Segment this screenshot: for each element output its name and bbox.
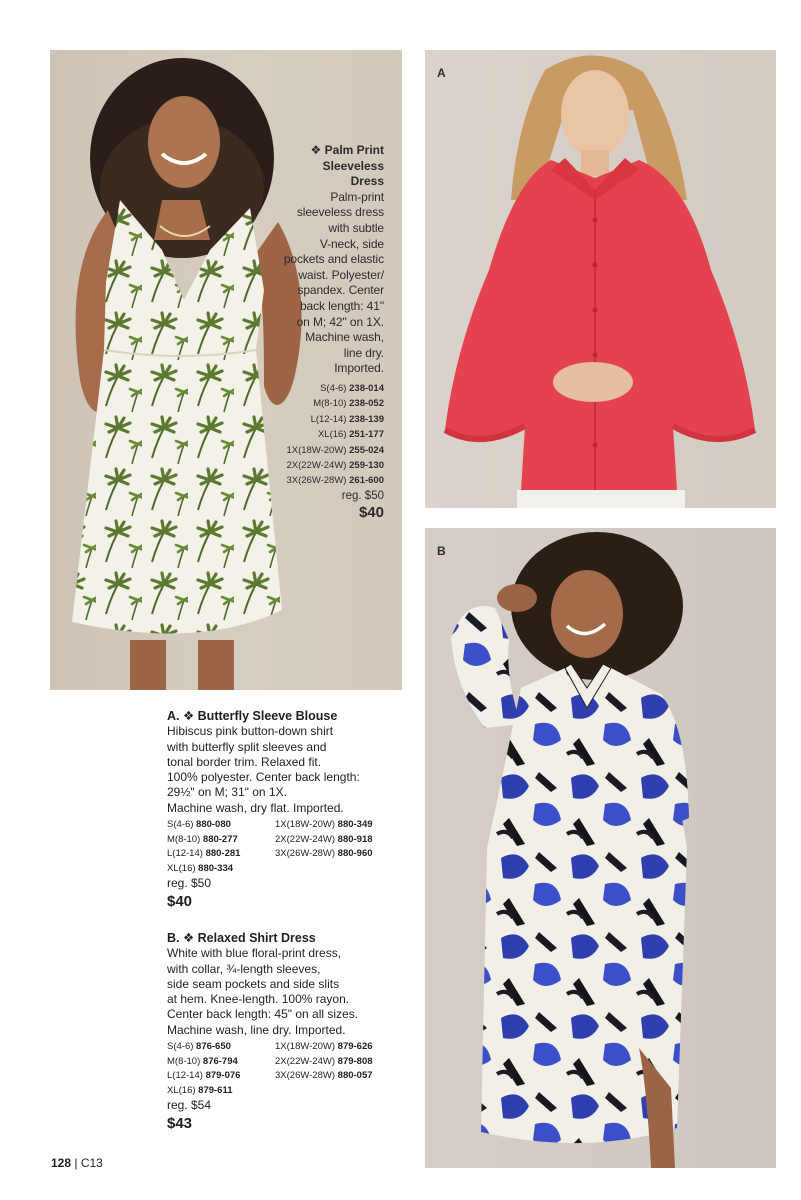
size-row: L(12-14) 238-139 <box>310 413 384 425</box>
size-row: S(4-6) 238-014 <box>320 382 384 394</box>
blouse-regular-price: reg. $50 <box>167 876 212 891</box>
size-cell: S(4-6) 876-650 <box>167 1041 231 1053</box>
size-cell: XL(16) 880-334 <box>167 862 234 874</box>
size-cell: L(12-14) 880-281 <box>167 848 241 860</box>
size-cell: M(8-10) 880-277 <box>167 833 238 845</box>
shirt-dress-size-grid <box>167 1040 407 1098</box>
blouse-photo <box>425 50 776 508</box>
size-cell: XL(16) 879-611 <box>167 1084 233 1096</box>
shirt-dress-model-illustration <box>425 528 776 1168</box>
page-number: 128 <box>51 1156 72 1170</box>
size-row: M(8-10) 238-052 <box>313 398 384 410</box>
size-row: XL(16) 251-177 <box>317 429 384 441</box>
size-cell: L(12-14) 879-076 <box>167 1070 241 1082</box>
shirt-dress-regular-price: reg. $54 <box>167 1098 212 1113</box>
size-row: 1X(18W-20W) 255-024 <box>286 444 384 456</box>
palm-dress-sale-price: $40 <box>358 504 384 522</box>
shirt-dress-product-block <box>167 931 407 1132</box>
size-row: 2X(22W-24W) 259-130 <box>286 459 384 471</box>
size-cell: 3X(26W-28W) 880-960 <box>275 848 373 860</box>
photo-label-b: B <box>437 544 446 558</box>
size-cell: 1X(18W-20W) 880-349 <box>275 819 373 831</box>
shirt-dress-title: B. ❖ Relaxed Shirt Dress <box>167 931 316 945</box>
size-cell: 3X(26W-28W) 880-057 <box>275 1070 373 1082</box>
catalog-section-code: C13 <box>80 1156 103 1170</box>
blouse-product-block <box>167 709 407 910</box>
folio-separator: | <box>71 1156 81 1170</box>
palm-dress-regular-price: reg. $50 <box>341 489 384 502</box>
palm-dress-title: ❖ Palm Print Sleeveless Dress <box>310 143 384 189</box>
size-cell: 2X(22W-24W) 880-918 <box>275 833 373 845</box>
blouse-title: A. ❖ Butterfly Sleeve Blouse <box>167 709 338 723</box>
blouse-model-illustration <box>425 50 776 508</box>
size-cell: 2X(22W-24W) 879-808 <box>275 1055 373 1067</box>
photo-label-a: A <box>437 66 446 80</box>
size-row: 3X(26W-28W) 261-600 <box>286 475 384 487</box>
size-cell: 1X(18W-20W) 879-626 <box>275 1041 373 1053</box>
shirt-dress-photo <box>425 528 776 1168</box>
size-cell: M(8-10) 876-794 <box>167 1055 238 1067</box>
page-folio <box>51 1156 103 1170</box>
blouse-size-grid <box>167 818 407 876</box>
shirt-dress-description: White with blue floral-print dress, with collar, ¾-length sleeves, side seam pockets and side slits at hem. Knee-length. 100% rayon. Center back length: 45" on all sizes. Machine wash, line dry. Imported. <box>167 946 359 1037</box>
palm-dress-caption <box>256 143 384 521</box>
size-cell: S(4-6) 880-080 <box>167 819 231 831</box>
blouse-sale-price: $40 <box>167 893 193 911</box>
shirt-dress-sale-price: $43 <box>167 1115 193 1133</box>
palm-dress-description: Palm-print sleeveless dress with subtle V-neck, side pockets and elastic waist. Polyester/ spandex. Center back length: 41" on M; 42" on 1X. Machine wash, line dry. Imported. <box>283 189 384 376</box>
blouse-description: Hibiscus pink button-down shirt with butterfly split sleeves and tonal border trim. Relaxed fit. 100% polyester. Center back length: 29½" on M; 31" on 1X. Machine wash, dry flat. Imported. <box>167 724 360 815</box>
palm-dress-size-list <box>256 381 384 489</box>
